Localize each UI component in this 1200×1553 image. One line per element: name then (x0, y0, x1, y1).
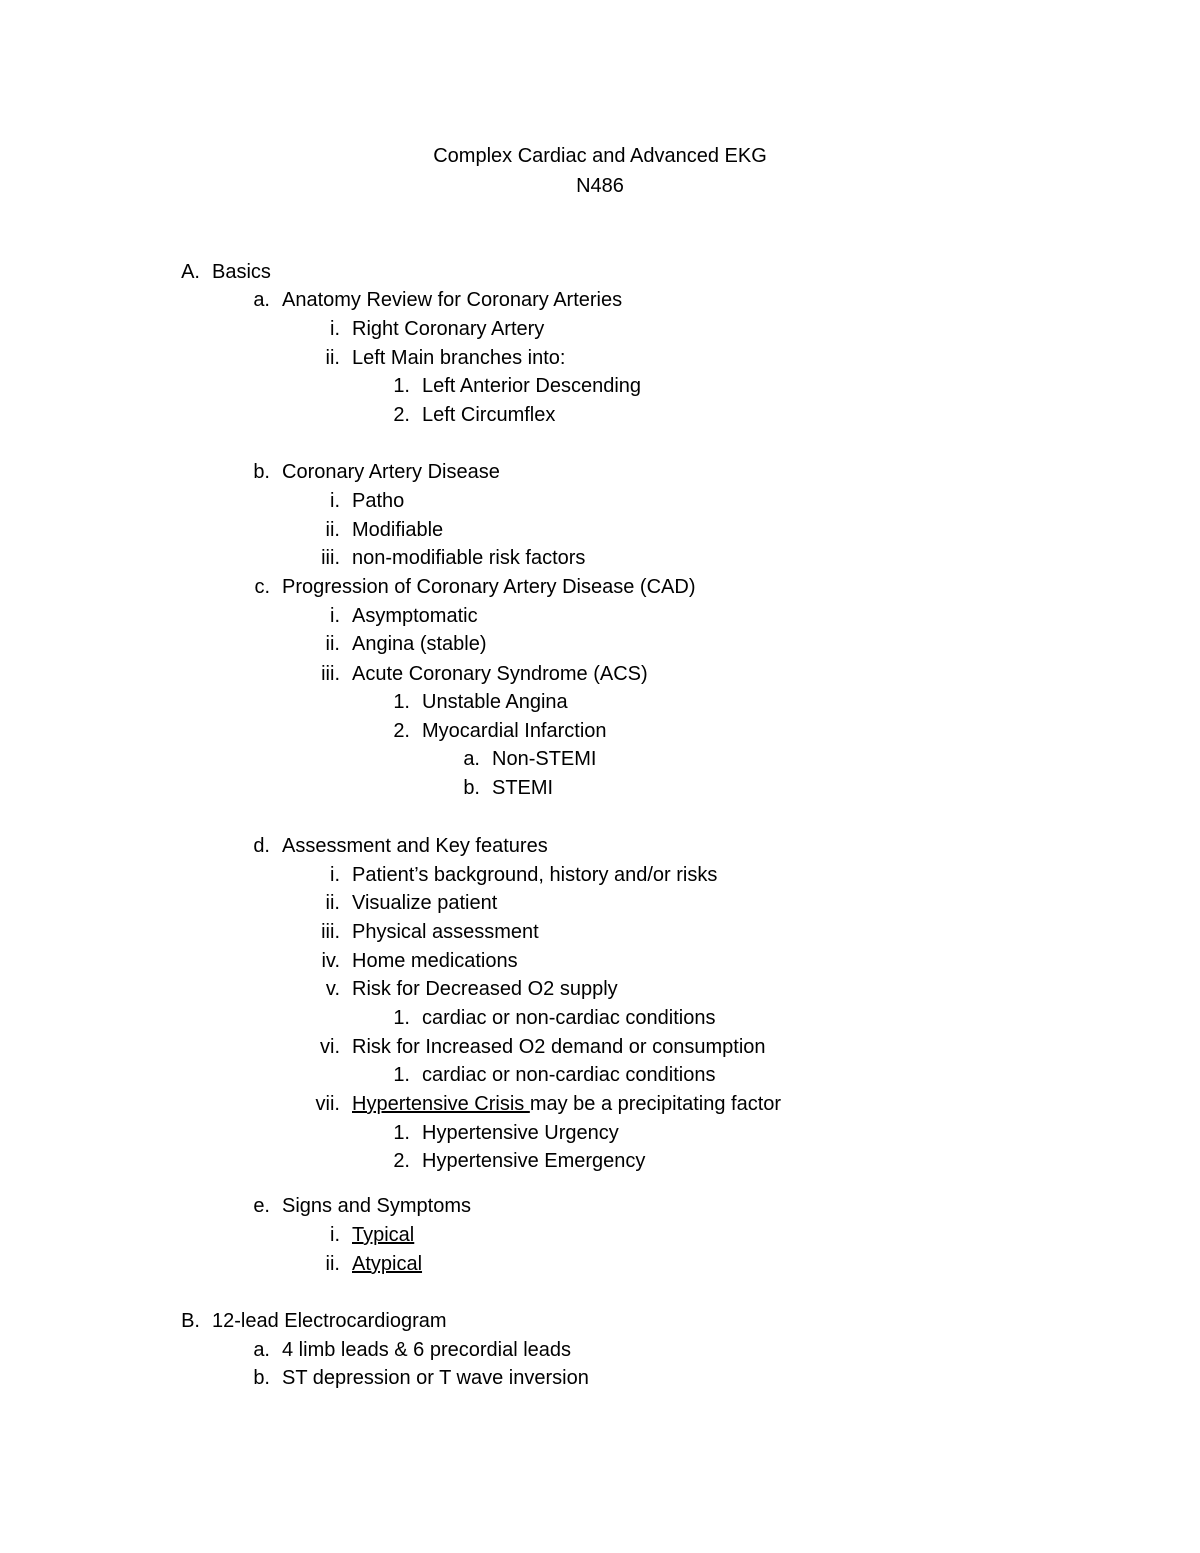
list-marker: e. (253, 1195, 270, 1217)
underlined-term: Typical (352, 1224, 415, 1246)
list-marker: i. (330, 318, 340, 340)
list-text: Progression of Coronary Artery Disease (CAD) (282, 576, 696, 598)
list-marker: 2. (393, 1150, 410, 1172)
list-text: Hypertensive Urgency (422, 1122, 619, 1144)
list-text: 4 limb leads & 6 precordial leads (282, 1339, 572, 1361)
list-marker: 2. (393, 404, 410, 426)
list-marker: b. (253, 461, 270, 483)
list-text: Left Anterior Descending (422, 375, 642, 397)
list-text: Home medications (352, 950, 518, 972)
list-text: may be a precipitating factor (529, 1093, 782, 1115)
list-marker: B. (181, 1310, 200, 1332)
underlined-term: Hypertensive Crisis (352, 1093, 530, 1115)
list-marker: a. (463, 748, 480, 770)
list-marker: iii. (321, 663, 340, 685)
list-marker: i. (330, 605, 340, 627)
list-marker: 1. (393, 691, 410, 713)
list-marker: c. (254, 576, 270, 598)
list-text: cardiac or non-cardiac conditions (422, 1007, 716, 1029)
list-marker: v. (325, 978, 340, 1000)
list-marker: i. (330, 1224, 340, 1246)
list-marker: ii. (325, 633, 340, 655)
list-marker: ii. (325, 347, 340, 369)
list-text: Non-STEMI (492, 748, 597, 770)
list-text: Hypertensive Emergency (422, 1150, 646, 1172)
list-marker: d. (253, 835, 270, 857)
list-marker: 1. (393, 1064, 410, 1086)
list-marker: iv. (321, 950, 340, 972)
list-marker: a. (253, 289, 270, 311)
list-marker: a. (253, 1339, 270, 1361)
list-text: Basics (212, 261, 271, 283)
list-text: Risk for Increased O2 demand or consumption (352, 1036, 766, 1058)
list-text: STEMI (492, 777, 554, 799)
list-text: ST depression or T wave inversion (282, 1367, 589, 1389)
list-text: Patient’s background, history and/or risks (352, 864, 718, 886)
list-marker: 1. (393, 375, 410, 397)
document-title: Complex Cardiac and Advanced EKG (433, 145, 767, 167)
list-text: Visualize patient (352, 892, 498, 914)
list-marker: i. (330, 864, 340, 886)
list-text: Risk for Decreased O2 supply (352, 978, 618, 1000)
list-marker: 2. (393, 720, 410, 742)
list-text: Unstable Angina (422, 691, 568, 713)
list-text: Left Main branches into: (352, 347, 566, 369)
list-marker: vi. (320, 1036, 340, 1058)
list-text: Anatomy Review for Coronary Arteries (282, 289, 623, 311)
underlined-term: Atypical (352, 1253, 423, 1275)
list-text: Physical assessment (352, 921, 539, 943)
list-marker: ii. (325, 1253, 340, 1275)
list-text: non-modifiable risk factors (352, 547, 586, 569)
list-marker: ii. (325, 519, 340, 541)
list-marker: iii. (321, 547, 340, 569)
list-text: 12-lead Electrocardiogram (212, 1310, 447, 1332)
list-marker: 1. (393, 1122, 410, 1144)
list-marker: iii. (321, 921, 340, 943)
list-marker: i. (330, 490, 340, 512)
list-marker: b. (463, 777, 480, 799)
list-marker: A. (181, 261, 200, 283)
list-text: Myocardial Infarction (422, 720, 607, 742)
list-marker: ii. (325, 892, 340, 914)
list-text: Asymptomatic (352, 605, 478, 627)
list-text: Acute Coronary Syndrome (ACS) (352, 663, 648, 685)
list-text: Coronary Artery Disease (282, 461, 500, 483)
list-text: Patho (352, 490, 405, 512)
list-text: Modifiable (352, 519, 444, 541)
list-marker: 1. (393, 1007, 410, 1029)
list-marker: b. (253, 1367, 270, 1389)
list-text: Left Circumflex (422, 404, 556, 426)
list-marker: vii. (315, 1093, 340, 1115)
list-text: Signs and Symptoms (282, 1195, 471, 1217)
list-text: Angina (stable) (352, 633, 487, 655)
list-text: Assessment and Key features (282, 835, 548, 857)
document-subtitle: N486 (576, 175, 624, 197)
list-text: Right Coronary Artery (352, 318, 545, 340)
list-text: cardiac or non-cardiac conditions (422, 1064, 716, 1086)
